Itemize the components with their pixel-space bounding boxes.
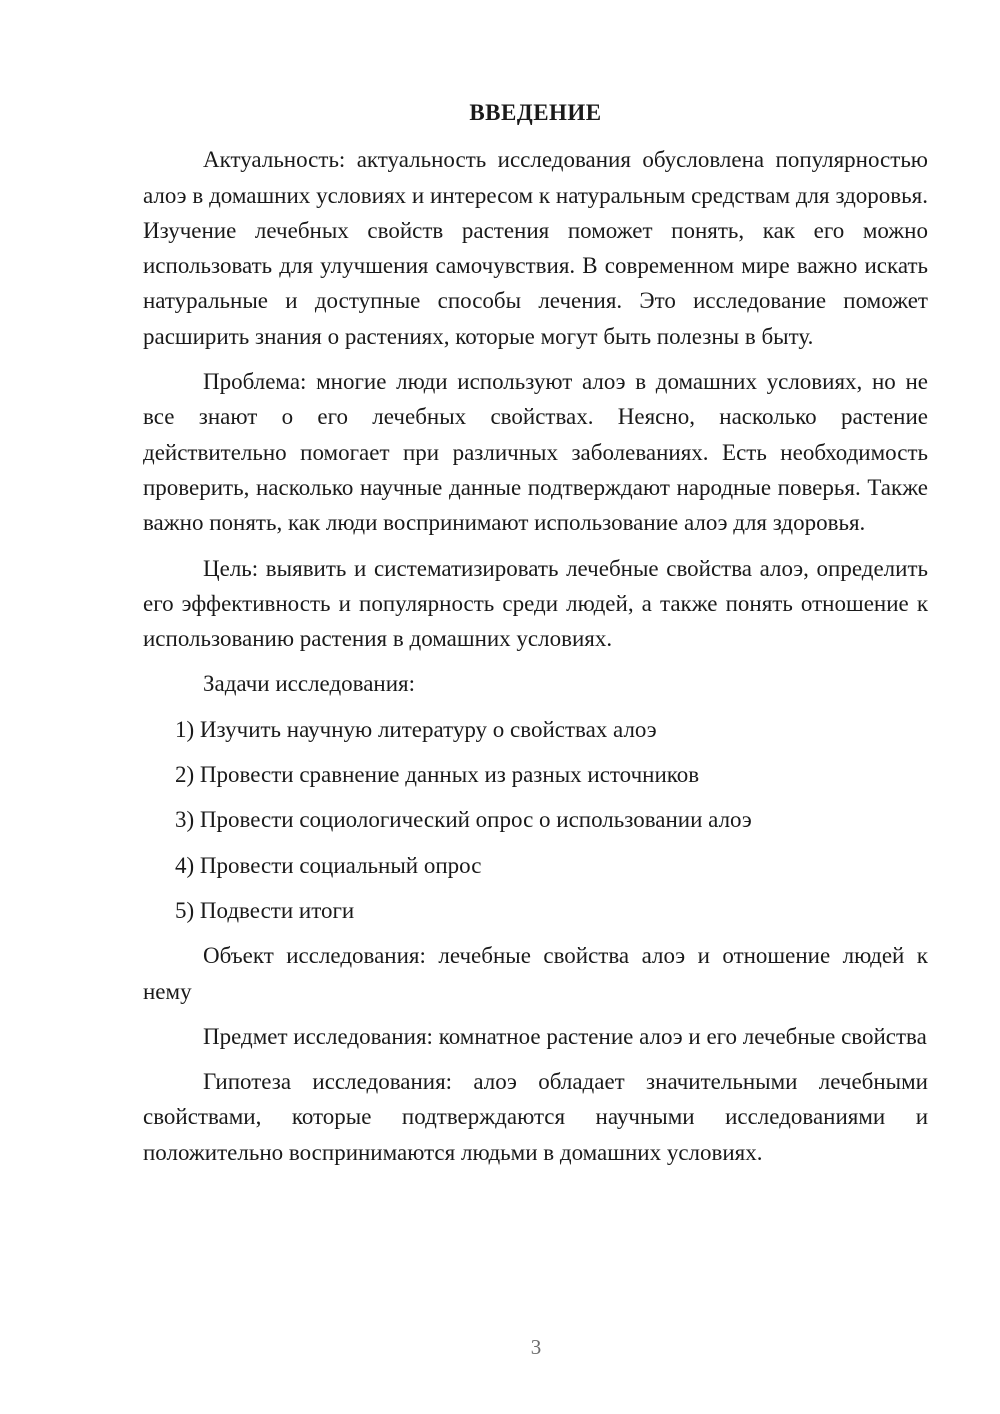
hypothesis-paragraph: Гипотеза исследования: алоэ обладает значительными лечебными свойствами, которые подтверждаются научными исследованиями и положительно воспринимаются людьми в домашних условиях. — [143, 1069, 928, 1165]
page-content — [143, 95, 928, 1170]
problem-paragraph: Проблема: многие люди используют алоэ в домашних условиях, но не все знают о его лечебных свойствах. Неясно, насколько растение действительно помогает при различных заболеваниях. Есть необходимость проверить, насколько научные данные подтверждают народные поверья. Также важно понять, как люди воспринимают использование алоэ для здоровья. — [143, 369, 928, 536]
page-heading: ВВЕДЕНИЕ — [469, 100, 602, 125]
list-item: 2) Провести сравнение данных из разных источников — [175, 762, 700, 788]
list-item: 4) Провести социальный опрос — [175, 852, 482, 878]
list-item: 5) Подвести итоги — [175, 897, 355, 923]
list-item: 1) Изучить научную литературу о свойствах алоэ — [175, 716, 657, 742]
tasks-title: Задачи исследования: — [203, 671, 416, 697]
goal-paragraph: Цель: выявить и систематизировать лечебные свойства алоэ, определить его эффективность и популярность среди людей, а также понять отношение к использованию растения в домашних условиях. — [143, 555, 928, 652]
object-paragraph: Объект исследования: лечебные свойства алоэ и отношение людей к нему — [143, 943, 928, 1004]
list-item: 3) Провести социологический опрос о использовании алоэ — [175, 807, 752, 833]
subject-paragraph: Предмет исследования: комнатное растение алоэ и его лечебные свойства — [203, 1023, 927, 1049]
page-number: 3 — [530, 1335, 542, 1359]
tasks-list — [143, 712, 928, 928]
relevance-paragraph: Актуальность: актуальность исследования обусловлена популярностью алоэ в домашних условиях и интересом к натуральным средствам для здоровья. Изучение лечебных свойств растения поможет понять, как его можно использовать для улучшения самочувствия. В современном мире важно искать натуральные и доступные способы лечения. Это исследование поможет расширить знания о растениях, которые могут быть полезны в быту. — [143, 147, 928, 349]
